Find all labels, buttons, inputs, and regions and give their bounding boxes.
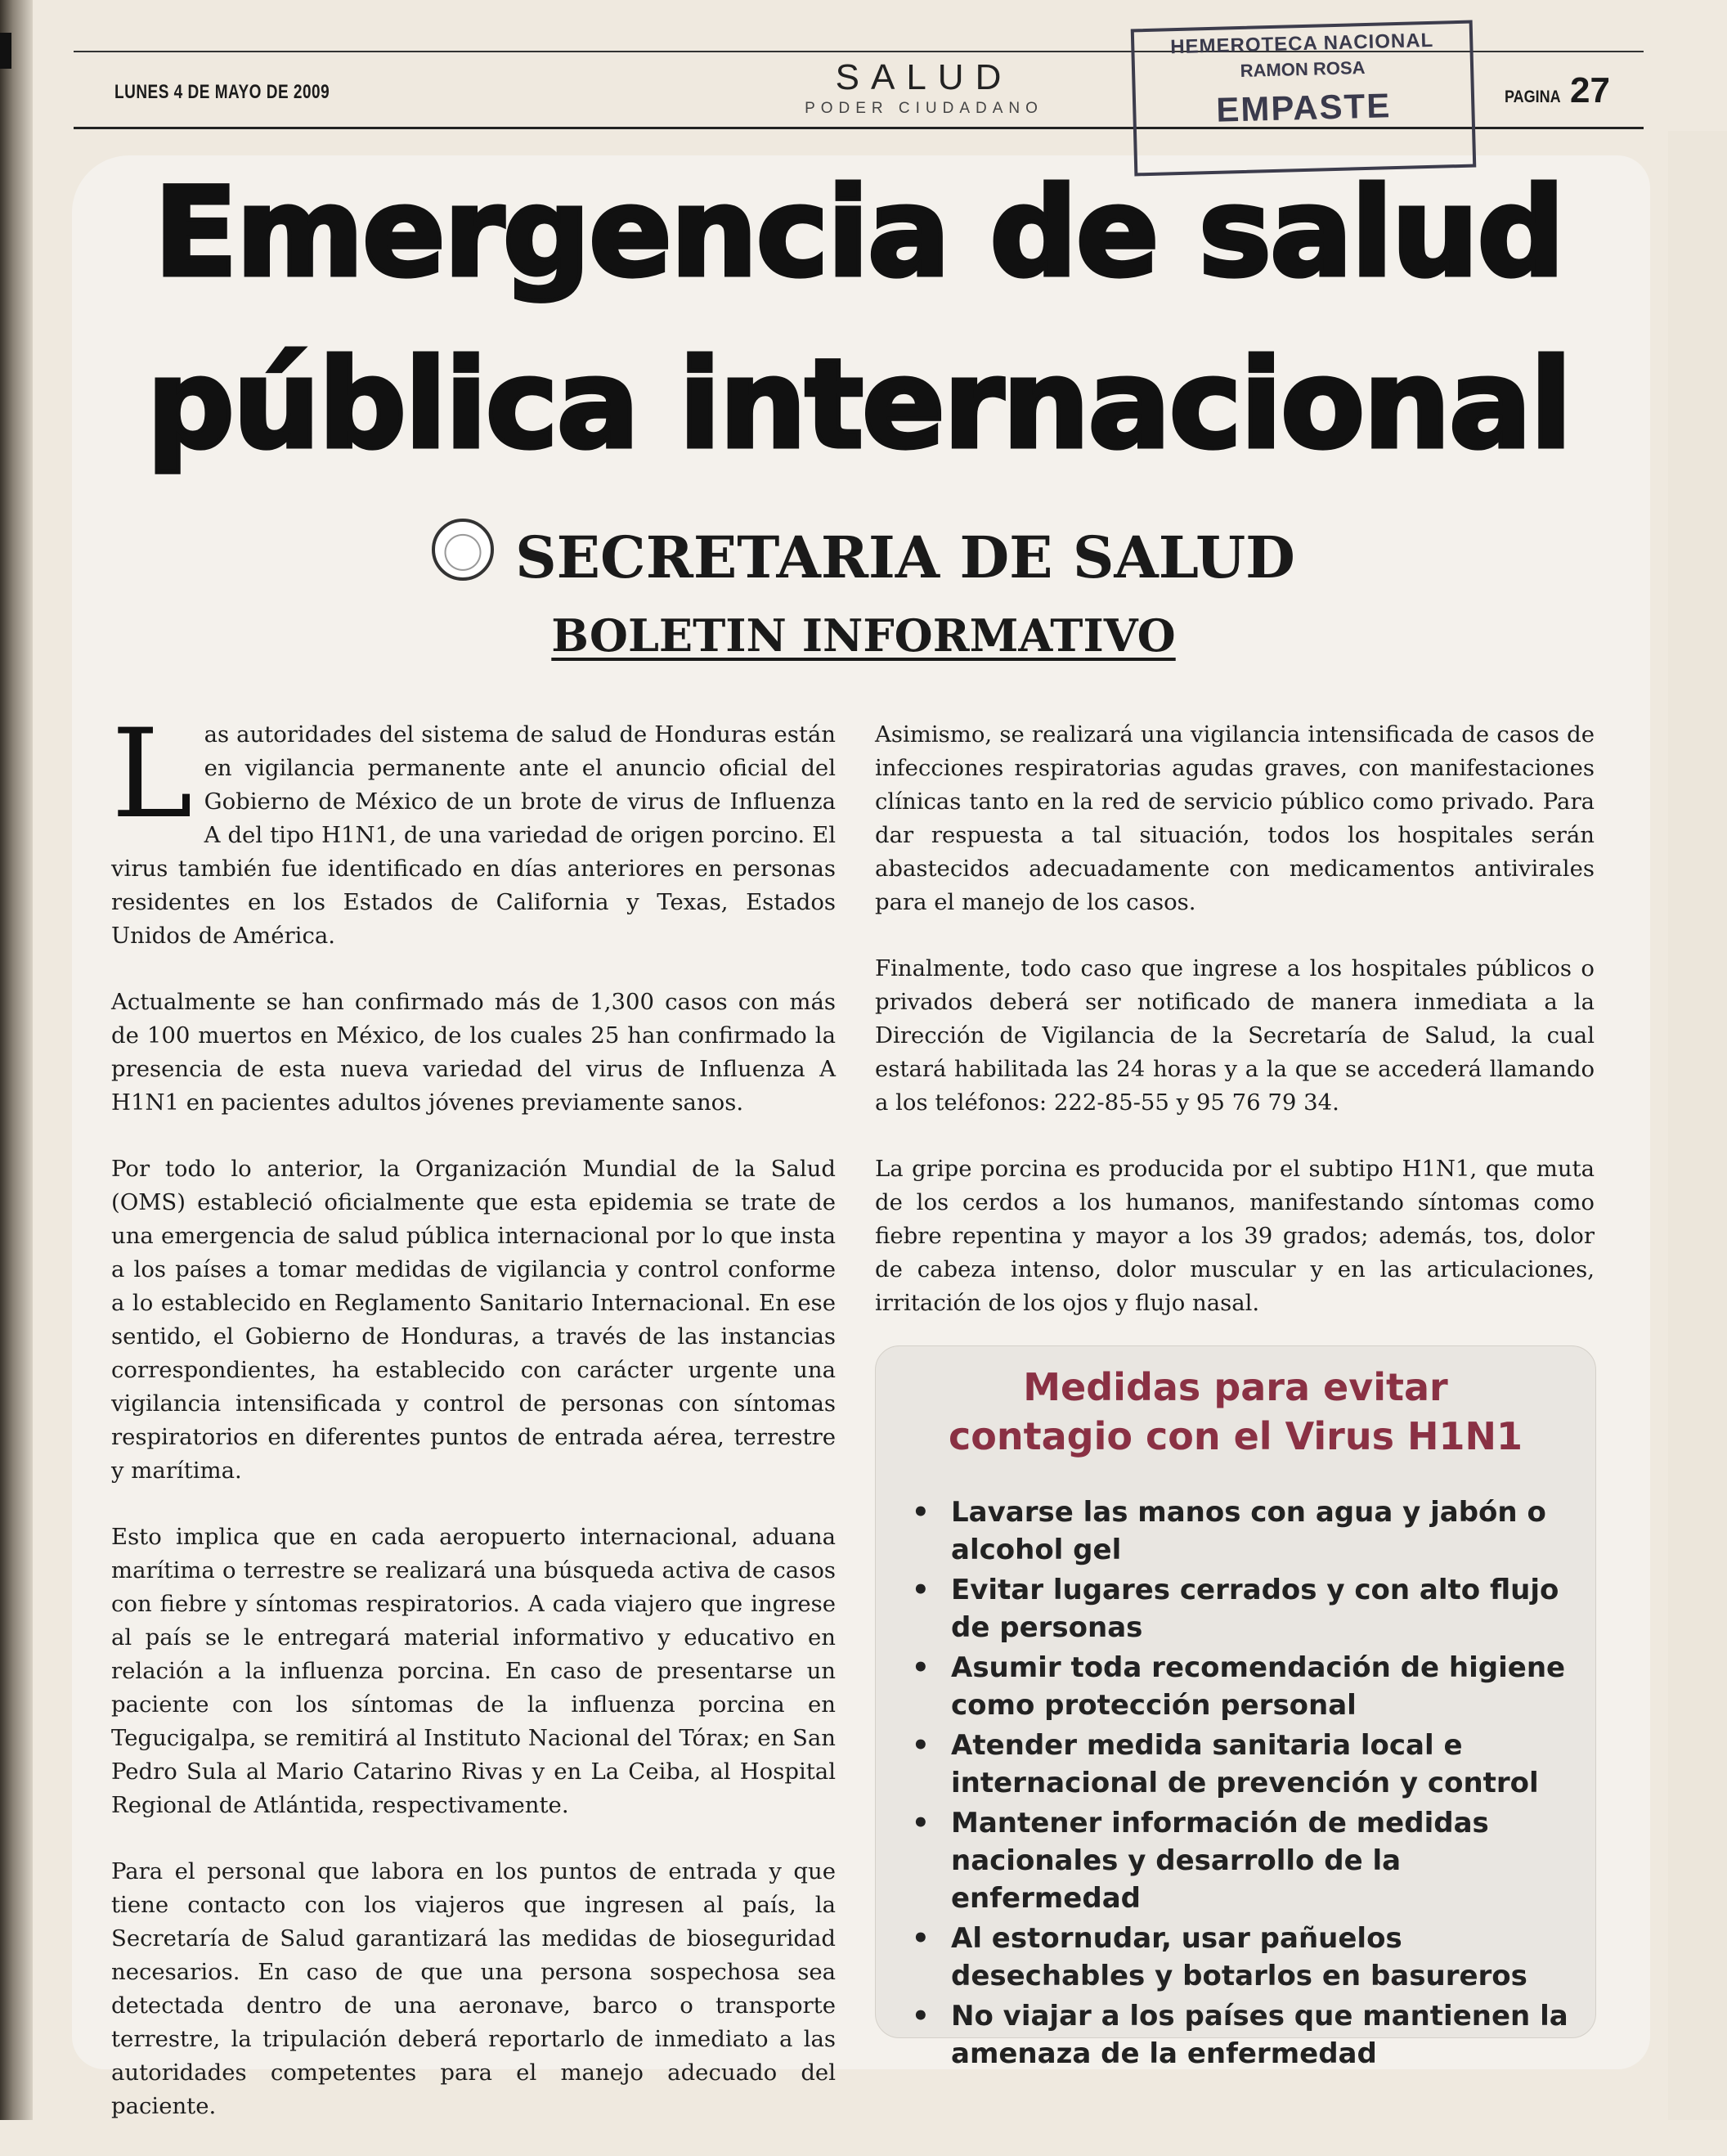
issue-date: LUNES 4 DE MAYO DE 2009 [114,82,330,104]
article-paragraph-2: Actualmente se han confirmado más de 1,300 casos con más de 100 muertos en México, de los cuales 25 han confirmado la presencia de esta nueva variedad del virus de Influenza A H1N1 en pacientes adultos jóvenes previamente sanos. [111,989,836,1116]
headline-line-2: pública internacional [146,334,1571,476]
article-column-right [875,718,1595,1353]
list-item: • Evitar lugares cerrados y con alto flujo de personas [905,1571,1576,1646]
list-item: • Mantener información de medidas nacionales y desarrollo de la enfermedad [905,1804,1576,1917]
drop-cap: L [111,703,193,846]
article-paragraph-7: Finalmente, todo caso que ingrese a los hospitales públicos o privados deberá ser notificado de manera inmediata a la Dirección de Vigilancia de la Secretaría de Salud, la cual estará habilitada las 24 horas y a la que se accederá llamando a los teléfonos: 222-85-55 y 95 76 79 34. [875,955,1595,1116]
article-paragraph-5: Para el personal que labora en los puntos de entrada y que tiene contacto con los viajeros que ingresen al país, la Secretaría de Salud garantizará las medidas de bioseguridad necesarios. En caso de que una persona sospechosa sea detectada dentro de una aeronave, barco o transporte terrestre, la tripulación deberá reportarlo de inmediato a las autoridades competentes para el manejo adecuado del paciente. [111,1858,836,2119]
prevention-box [875,1345,1596,2070]
stamp-line-1: HEMEROTECA NACIONAL [1169,29,1434,59]
paragraph-text: as autoridades del sistema de salud de Honduras están en vigilancia permanente ante el anuncio oficial del Gobierno de México de un brote de virus de Influenza A del tipo H1N1, de una variedad de origen porcino. El virus también fue identificado en días anteriores en personas residentes en los Estados de California y Texas, Estados Unidos de América. [111,721,836,949]
archive-stamp [1131,20,1477,177]
article-paragraph-1 [111,703,836,953]
article-paragraph-8: La gripe porcina es producida por el subtipo H1N1, que muta de los cerdos a los humanos, manifestando síntomas como fiebre repentina y mayor a los 39 grados; además, tos, dolor de cabeza intenso, dolor muscular y en las articulaciones, irritación de los ojos y flujo nasal. [875,1156,1595,1316]
list-item: • Al estornudar, usar pañuelos desechables y botarlos en basureros [905,1920,1576,1995]
list-item: • Asumir toda recomendación de higiene como protección personal [905,1649,1576,1724]
bulletin-subtitle: BOLETIN INFORMATIVO [551,609,1176,662]
stamp-line-2: RAMON ROSA [1240,57,1366,82]
organization-name: SECRETARIA DE SALUD [515,523,1295,591]
article-column-left [111,703,836,2156]
article-paragraph-6: Asimismo, se realizará una vigilancia intensificada de casos de infecciones respiratorias agudas graves, con manifestaciones clínicas tanto en la red de servicio público como privado. Para dar respuesta a tal situación, todos los hospitales serán abastecidos adecuadamente con medicamentos antivirales para el manejo de los casos. [875,721,1595,915]
page-number: 27 [1570,70,1610,110]
headline-line-1: Emergencia de salud [154,162,1563,304]
list-item: • Lavarse las manos con agua y jabón o alcohol gel [905,1493,1576,1569]
section-name: SALUD [835,57,1013,97]
binding-tab [0,33,11,69]
organization-header [0,523,1727,591]
list-item: • No viajar a los países que mantienen la amenaza de la enfermedad [905,1997,1576,2073]
box-title-line-1: Medidas para evitar [1023,1365,1448,1409]
secretaria-salud-seal-icon [432,519,494,581]
section-subtitle: PODER CIUDADANO [805,100,1043,117]
stamp-line-3: EMPASTE [1215,86,1392,129]
binding-edge [0,0,33,2120]
page-label: PAGINA [1505,87,1561,106]
prevention-box-title [876,1363,1595,1461]
article-paragraph-4: Esto implica que en cada aeropuerto internacional, aduana marítima o terrestre se realizará una búsqueda activa de casos con fiebre y síntomas respiratorios. A cada viajero que ingrese al país se le entregará material informativo y educativo en relación a la influenza porcina. En caso de presentarse un paciente con los síntomas de la influenza porcina en Tegucigalpa, se remitirá al Instituto Nacional del Tórax; en San Pedro Sula al Mario Catarino Rivas y en La Ceiba, al Hospital Regional de Atlántida, respectivamente. [111,1524,836,1818]
article-paragraph-3: Por todo lo anterior, la Organización Mundial de la Salud (OMS) estableció oficialmente que esta epidemia se trate de una emergencia de salud pública internacional por lo que insta a los países a tomar medidas de vigilancia y control conforme a lo establecido en Reglamento Sanitario Internacional. En ese sentido, el Gobierno de Honduras, a través de las instancias correspondientes, ha establecido con carácter urgente una vigilancia intensificada y control de personas con síntomas respiratorios en diferentes puntos de entrada aérea, terrestre y marítima. [111,1156,836,1484]
prevention-list [905,1493,1576,2075]
list-item: • Atender medida sanitaria local e internacional de prevención y control [905,1727,1576,1802]
box-title-line-2: contagio con el Virus H1N1 [949,1414,1523,1458]
page-margin [1668,131,1727,2120]
